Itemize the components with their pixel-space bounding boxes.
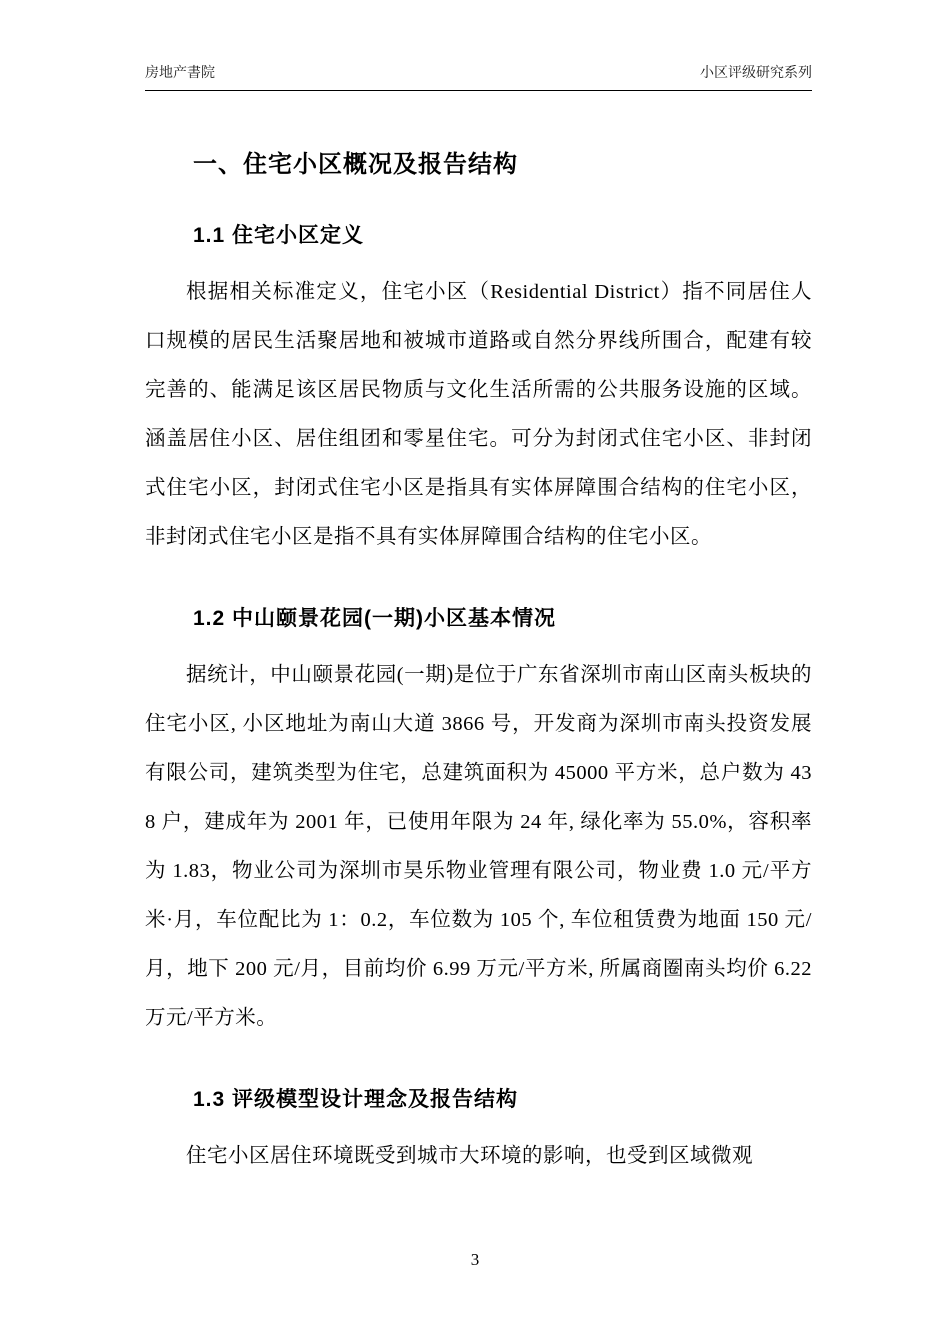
paragraph-model-design: 住宅小区居住环境既受到城市大环境的影响，也受到区域微观 — [186, 1145, 753, 1167]
header-left-text: 房地产書院 — [145, 64, 215, 80]
header-right-text: 小区评级研究系列 — [700, 64, 812, 80]
paragraph-definition: 根据相关标准定义，住宅小区（Residential District）指不同居住人口规模的居民生活聚居地和被城市道路或自然分界线所围合，配建有较完善的、能满足该区居民物质与文化生活所需的公共服务设施的区域。涵盖居住小区、居住组团和零星住宅。可分为封闭式住宅小区、非封闭式住宅小区，封闭式住宅小区是指具有实体屏障围合结构的住宅小区，非封闭式住宅小区是指不具有实体屏障围合结构的住宅小区。 — [145, 281, 812, 548]
document-body — [145, 96, 812, 1181]
paragraph-basic-info: 据统计，中山颐景花园(一期)是位于广东省深圳市南山区南头板块的住宅小区, 小区地址为南山大道 3866 号，开发商为深圳市南头投资发展有限公司，建筑类型为住宅，总建筑面积为 45000 平方米，总户数为 438 户，建成年为 2001 年，已使用年限为 24 年, 绿化率为 55.0%，容积率为 1.83，物业公司为深圳市昊乐物业管理有限公司，物业费 1.0 元/平方米·月，车位配比为 1：0.2，车位数为 105 个, 车位租赁费为地面 150 元/月，地下 200 元/月，目前均价 6.99 万元/平方米, 所属商圈南头均价 6.22 万元/平方米。 — [145, 664, 812, 1029]
section-heading: 一、住宅小区概况及报告结构 — [193, 151, 518, 178]
subsection-heading-1-3: 1.3 评级模型设计理念及报告结构 — [193, 1088, 519, 1111]
page-header — [145, 62, 812, 91]
page-number: 3 — [470, 1250, 480, 1269]
subsection-heading-1-1: 1.1 住宅小区定义 — [193, 224, 365, 247]
subsection-heading-1-2: 1.2 中山颐景花园(一期)小区基本情况 — [193, 607, 557, 630]
